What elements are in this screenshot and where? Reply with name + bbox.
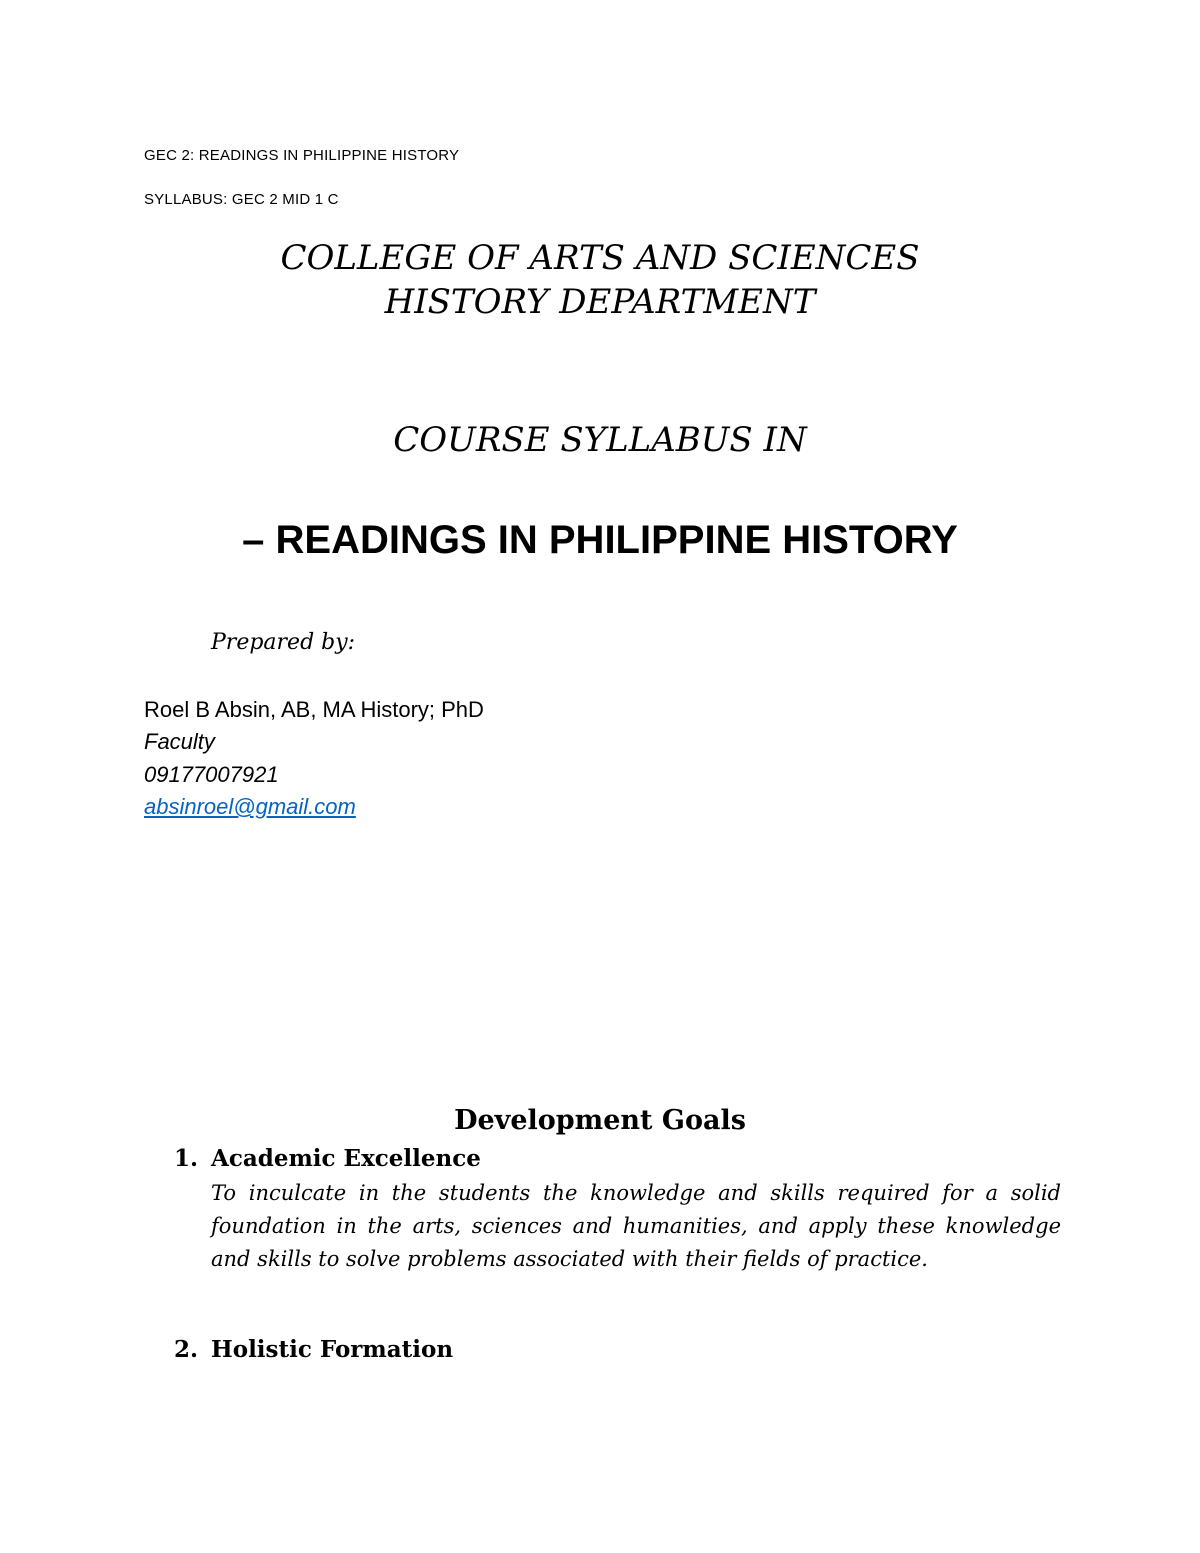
department-title: HISTORY DEPARTMENT [384,282,816,322]
goal-description-academic-excellence: To inculcate in the students the knowledge and skills required for a solid foundation in the arts, sciences and humanities, and apply these knowledge and skills to solve problems associated with their fields of practice. [211,1181,1061,1271]
goal-number: 2. [174,1336,199,1363]
subject-title: – READINGS IN PHILIPPINE HISTORY [242,518,958,562]
author-email-link[interactable]: absinroel@gmail.com [144,794,356,819]
prepared-by-label: Prepared by: [211,630,356,655]
author-phone: 09177007921 [144,762,279,787]
goal-title-academic-excellence: Academic Excellence [211,1145,481,1172]
goal-number: 1. [174,1145,199,1172]
header-syllabus-line: SYLLABUS: GEC 2 MID 1 C [144,191,339,208]
goal-title-holistic-formation: Holistic Formation [211,1336,454,1363]
author-role: Faculty [144,729,215,754]
author-name: Roel B Absin, AB, MA History; PhD [144,697,484,722]
development-goals-heading: Development Goals [454,1105,746,1136]
college-title: COLLEGE OF ARTS AND SCIENCES [280,238,920,278]
header-course-line: GEC 2: READINGS IN PHILIPPINE HISTORY [144,147,460,164]
course-syllabus-heading: COURSE SYLLABUS IN [393,420,807,460]
